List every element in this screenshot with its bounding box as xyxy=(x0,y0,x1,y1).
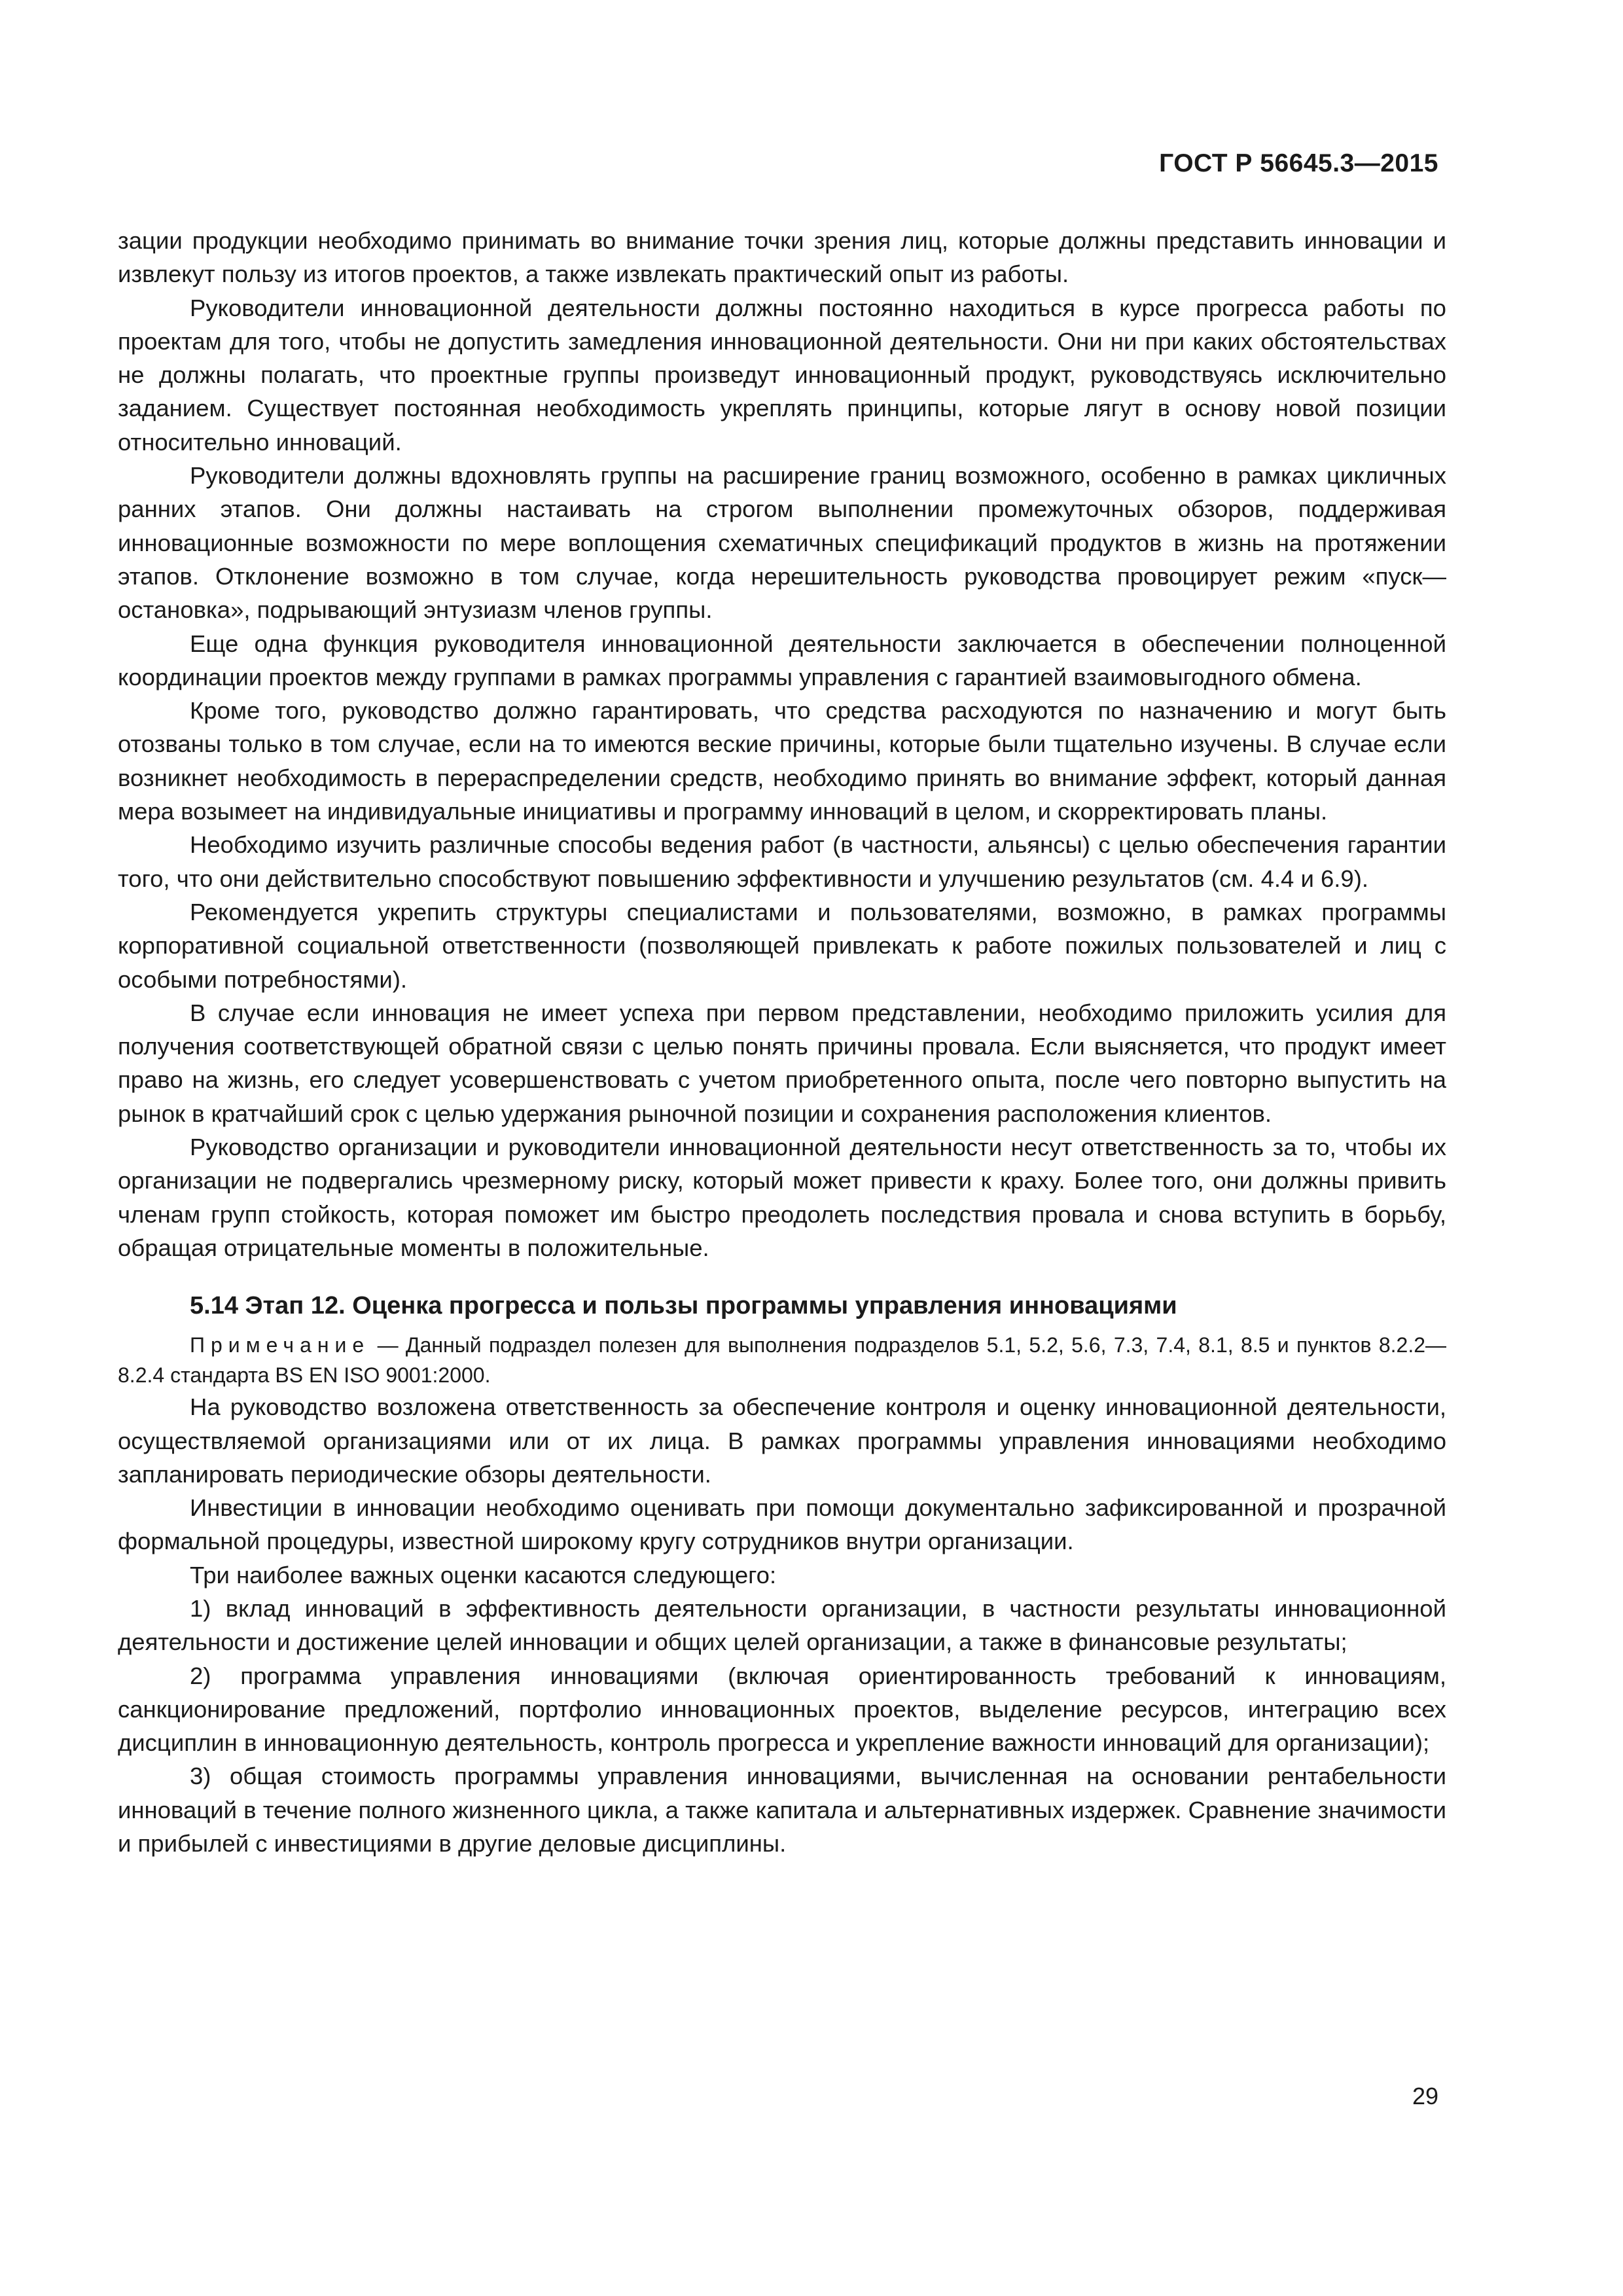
document-standard-id: ГОСТ Р 56645.3—2015 xyxy=(1159,149,1438,177)
section-note xyxy=(118,1330,1446,1390)
paragraph: Три наиболее важных оценки касаются следующего: xyxy=(190,1561,777,1588)
paragraph: Кроме того, руководство должно гарантировать, что средства расходуются по назначению и могут быть отозваны только в том случае, если на то имеются веские причины, которые были тщательно изучены. В случае если возникнет необходимость в перераспределении средств, необходимо принять во внимание эффект, который данная мера возымеет на индивидуальные инициативы и программу инноваций в целом, и скорректировать планы. xyxy=(118,697,1446,825)
paragraph: Руководители инновационной деятельности должны постоянно находиться в курсе прогресса работы по проектам для того, чтобы не допустить замедления инновационной деятельности. Они ни при каких обстоятельствах не должны полагать, что проектные группы произведут инновационный продукт, руководствуясь исключительно заданием. Существует постоянная необходимость укреплять принципы, которые лягут в основу новой позиции относительно инноваций. xyxy=(118,294,1446,456)
note-text: — Данный подраздел полезен для выполнения подразделов 5.1, 5.2, 5.6, 7.3, 7.4, 8.1, 8.5 и пунктов 8.2.2—8.2.4 стандарта BS EN ISO 9001:2000. xyxy=(118,1333,1446,1388)
list-item: 2) программа управления инновациями (включая ориентированность требований к инновациям, санкционирование предложений, портфолио инновационных проектов, выделение ресурсов, интеграцию всех дисциплин в инновационную деятельность, контроль прогресса и укрепление важности инноваций для организации); xyxy=(118,1662,1446,1757)
page-number: 29 xyxy=(1412,2083,1438,2109)
paragraph: Необходимо изучить различные способы ведения работ (в частности, альянсы) с целью обеспечения гарантии того, что они действительно способствуют повышению эффективности и улучшению результатов (см. 4.4 и 6.9). xyxy=(118,831,1446,892)
paragraph: Инвестиции в инновации необходимо оценивать при помощи документально зафиксированной и прозрачной формальной процедуры, известной широкому кругу сотрудников внутри организации. xyxy=(118,1494,1446,1555)
paragraph: В случае если инновация не имеет успеха при первом представлении, необходимо приложить усилия для получения соответствующей обратной связи с целью понять причины провала. Если выясняется, что продукт имеет право на жизнь, его следует усовершенствовать с учетом приобретенного опыта, после чего повторно выпустить на рынок в кратчайший срок с целью удержания рыночной позиции и сохранения расположения клиентов. xyxy=(118,999,1446,1127)
paragraph: Руководство организации и руководители инновационной деятельности несут ответственность за то, чтобы их организации не подвергались чрезмерному риску, который может привести к краху. Более того, они должны привить членам групп стойкость, которая поможет им быстро преодолеть последствия провала и снова вступить в борьбу, обращая отрицательные моменты в положительные. xyxy=(118,1134,1446,1261)
list-item: 3) общая стоимость программы управления инновациями, вычисленная на основании рентабельности инноваций в течение полного жизненного цикла, а также капитала и альтернативных издержек. Сравнение значимости и прибылей с инвестициями в другие деловые дисциплины. xyxy=(118,1763,1446,1857)
paragraph: Рекомендуется укрепить структуры специалистами и пользователями, возможно, в рамках программы корпоративной социальной ответственности (позволяющей привлекать к работе пожилых пользователей и лиц с особыми потребностями). xyxy=(118,898,1446,993)
paragraph: Еще одна функция руководителя инновационной деятельности заключается в обеспечении полноценной координации проектов между группами в рамках программы управления с гарантией взаимовыгодного обмена. xyxy=(118,630,1446,691)
note-label: Примечание xyxy=(190,1333,370,1357)
paragraph: Руководители должны вдохновлять группы на расширение границ возможного, особенно в рамках цикличных ранних этапов. Они должны настаивать на строгом выполнении промежуточных обзоров, поддерживая инновационные возможности по мере воплощения схематичных спецификаций продуктов в жизнь на протяжении этапов. Отклонение возможно в том случае, когда нерешительность руководства провоцирует режим «пуск—остановка», подрывающий энтузиазм членов группы. xyxy=(118,462,1446,624)
document-body xyxy=(118,224,1446,1860)
section-heading: 5.14 Этап 12. Оценка прогресса и пользы программы управления инновациями xyxy=(190,1292,1177,1320)
paragraph-continued: зации продукции необходимо принимать во внимание точки зрения лиц, которые должны представить инновации и извлекут пользу из итогов проектов, а также извлекать практический опыт из работы. xyxy=(118,227,1446,288)
list-item: 1) вклад инноваций в эффективность деятельности организации, в частности результаты инновационной деятельности и достижение целей инновации и общих целей организации, а также в финансовые результаты; xyxy=(118,1594,1446,1656)
paragraph: На руководство возложена ответственность за обеспечение контроля и оценку инновационной деятельности, осуществляемой организациями или от их лица. В рамках программы управления инновациями необходимо запланировать периодические обзоры деятельности. xyxy=(118,1393,1446,1488)
